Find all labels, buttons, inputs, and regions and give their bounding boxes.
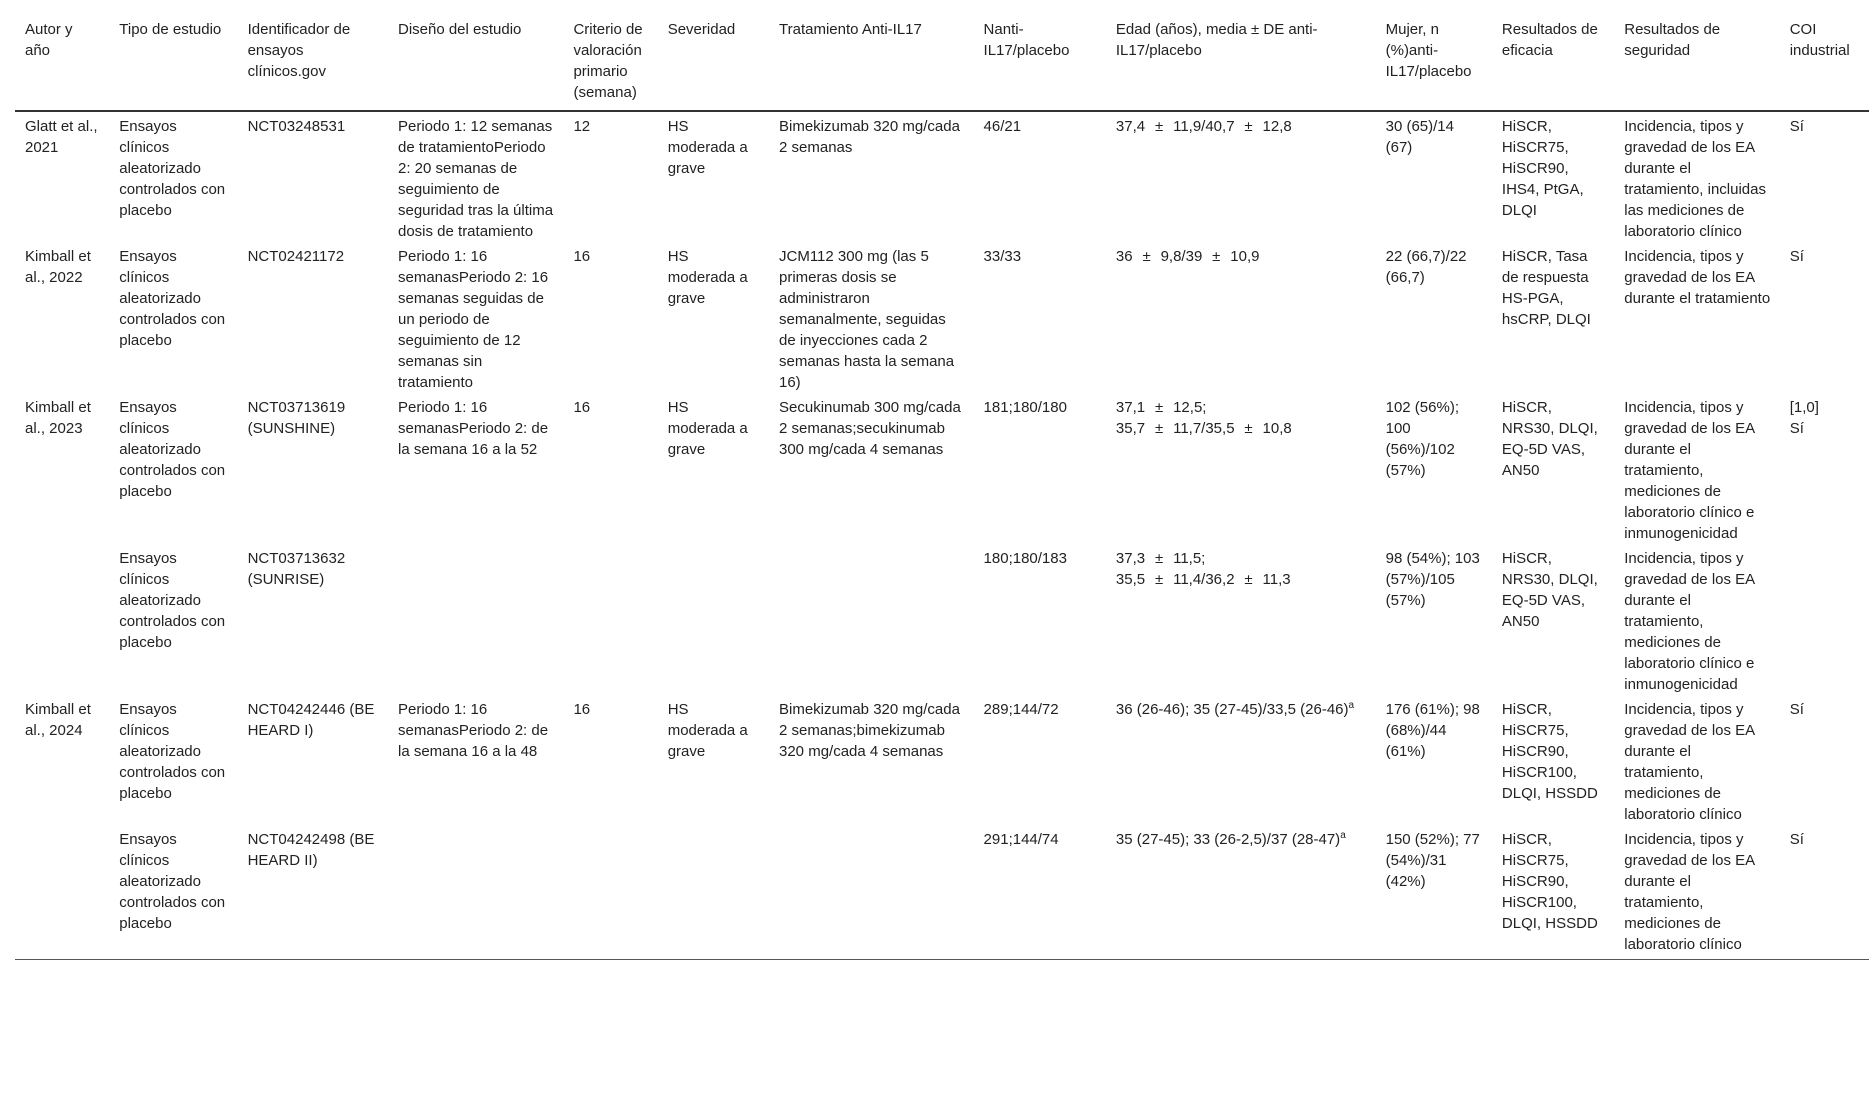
age-value: 11,7/35,5 xyxy=(1173,420,1235,437)
plus-minus-sign: ± xyxy=(1244,420,1253,437)
plus-minus-sign: ± xyxy=(1244,118,1253,135)
cell-safety: Incidencia, tipos y gravedad de los EA durante el tratamiento, mediciones de laboratorio clínico e inmunogenicidad xyxy=(1624,550,1755,693)
cell-n: 181;180/180 xyxy=(983,399,1067,416)
cell-coi: Sí xyxy=(1789,248,1804,265)
table-row xyxy=(15,393,1869,544)
cell-primary-endpoint xyxy=(563,825,657,960)
cell-design: Periodo 1: 16 semanasPeriodo 2: de la semana 16 a la 52 xyxy=(397,399,549,458)
cell-primary-endpoint xyxy=(563,544,657,695)
cell-primary-endpoint: 12 xyxy=(573,118,591,135)
cell-study-type: Ensayos clínicos aleatorizado controlados con placebo xyxy=(119,701,226,802)
cell-design xyxy=(388,544,563,695)
cell-severity: HS moderada a grave xyxy=(667,399,748,458)
cell-treatment: Bimekizumab 320 mg/cada 2 semanas xyxy=(779,118,960,156)
cell-treatment: JCM112 300 mg (las 5 primeras dosis se administraron semanalmente, seguidas de inyecciones cada 2 semanas hasta la semana 16) xyxy=(779,248,955,391)
plus-minus-sign: ± xyxy=(1142,248,1151,265)
cell-design: Periodo 1: 16 semanasPeriodo 2: de la semana 16 a la 48 xyxy=(397,701,549,760)
age-value: 36 xyxy=(1115,248,1133,265)
cell-efficacy: HiSCR, NRS30, DLQI, EQ-5D VAS, AN50 xyxy=(1501,399,1598,479)
cell-n: 46/21 xyxy=(983,118,1022,135)
cell-women: 150 (52%); 77 (54%)/31 (42%) xyxy=(1376,825,1492,960)
header-treatment: Tratamiento Anti-IL17 xyxy=(769,16,974,111)
table-row xyxy=(15,111,1869,242)
header-women: Mujer, n (%)anti-IL17/placebo xyxy=(1376,16,1492,111)
cell-women: 30 (65)/14 (67) xyxy=(1385,118,1454,156)
age-value: 11,5; xyxy=(1173,550,1206,567)
header-trial-id: Identificador de ensayos clínicos.gov xyxy=(238,16,388,111)
cell-author: Kimball et al., 2022 xyxy=(25,248,91,286)
age-value: 9,8/39 xyxy=(1160,248,1203,265)
cell-age xyxy=(1106,111,1376,242)
cell-safety: Incidencia, tipos y gravedad de los EA durante el tratamiento, mediciones de laboratorio clínico xyxy=(1624,701,1755,823)
cell-study-type: Ensayos clínicos aleatorizado controlados con placebo xyxy=(119,248,226,349)
cell-efficacy: HiSCR, HiSCR75, HiSCR90, HiSCR100, DLQI, HSSDD xyxy=(1501,701,1598,802)
cell-severity: HS moderada a grave xyxy=(667,248,748,307)
cell-trial-id: NCT02421172 xyxy=(247,248,345,265)
plus-minus-sign: ± xyxy=(1154,399,1164,416)
cell-safety: Incidencia, tipos y gravedad de los EA durante el tratamiento, mediciones de laboratorio clínico xyxy=(1614,825,1779,960)
cell-efficacy: HiSCR, HiSCR75, HiSCR90, HiSCR100, DLQI, HSSDD xyxy=(1492,825,1614,960)
plus-minus-sign: ± xyxy=(1154,118,1164,135)
header-safety: Resultados de seguridad xyxy=(1614,16,1779,111)
header-author: Autor y año xyxy=(15,16,109,111)
cell-age xyxy=(1106,825,1376,960)
plus-minus-sign: ± xyxy=(1244,571,1253,588)
cell-women: 98 (54%); 103 (57%)/105 (57%) xyxy=(1385,550,1480,609)
cell-study-type: Ensayos clínicos aleatorizado controlados con placebo xyxy=(119,399,226,500)
cell-n: 180;180/183 xyxy=(983,550,1067,567)
cell-design: Periodo 1: 16 semanasPeriodo 2: 16 semanas seguidas de un periodo de seguimiento de 12 semanas sin tratamiento xyxy=(397,248,549,391)
plus-minus-sign: ± xyxy=(1154,571,1164,588)
cell-age xyxy=(1106,695,1376,825)
cell-treatment: Bimekizumab 320 mg/cada 2 semanas;bimekizumab 320 mg/cada 4 semanas xyxy=(779,701,960,760)
cell-safety: Incidencia, tipos y gravedad de los EA durante el tratamiento, mediciones de laboratorio clínico e inmunogenicidad xyxy=(1624,399,1755,542)
cell-efficacy: HiSCR, Tasa de respuesta HS-PGA, hsCRP, DLQI xyxy=(1501,248,1591,328)
cell-treatment xyxy=(769,825,974,960)
cell-primary-endpoint: 16 xyxy=(573,701,591,718)
header-row xyxy=(15,16,1869,111)
age-value: 37,1 xyxy=(1115,399,1146,416)
cell-n: 33/33 xyxy=(983,248,1022,265)
cell-study-type: Ensayos clínicos aleatorizado controlados con placebo xyxy=(109,825,237,960)
cell-n: 289;144/72 xyxy=(983,701,1059,718)
cell-women: 22 (66,7)/22 (66,7) xyxy=(1385,248,1467,286)
table-row xyxy=(15,242,1869,393)
cell-primary-endpoint: 16 xyxy=(573,399,591,416)
cell-trial-id: NCT04242446 (BE HEARD I) xyxy=(247,701,375,739)
header-design: Diseño del estudio xyxy=(388,16,563,111)
cell-women: 176 (61%); 98 (68%)/44 (61%) xyxy=(1385,701,1480,760)
age-value: 35 (27-45); 33 (26-2,5)/37 (28-47) xyxy=(1115,831,1341,848)
cell-severity: HS moderada a grave xyxy=(667,118,748,177)
cell-coi: [1,0] Sí xyxy=(1789,399,1819,437)
cell-efficacy: HiSCR, HiSCR75, HiSCR90, IHS4, PtGA, DLQI xyxy=(1501,118,1584,219)
cell-treatment: Secukinumab 300 mg/cada 2 semanas;secukinumab 300 mg/cada 4 semanas xyxy=(779,399,961,458)
cell-author: Kimball et al., 2024 xyxy=(25,701,91,739)
cell-author: Kimball et al., 2023 xyxy=(25,399,91,437)
plus-minus-sign: ± xyxy=(1154,420,1164,437)
age-value: 10,8 xyxy=(1262,420,1292,437)
cell-trial-id: NCT03713632 (SUNRISE) xyxy=(247,550,346,588)
cell-age xyxy=(1106,242,1376,393)
table-row xyxy=(15,544,1869,695)
header-severity: Severidad xyxy=(658,16,769,111)
cell-severity xyxy=(658,544,769,695)
age-value: 12,8 xyxy=(1262,118,1292,135)
plus-minus-sign: ± xyxy=(1212,248,1221,265)
cell-severity xyxy=(658,825,769,960)
cell-coi: Sí xyxy=(1780,825,1869,960)
cell-design: Periodo 1: 12 semanas de tratamientoPeriodo 2: 20 semanas de seguimiento de seguridad tras la última dosis de tratamiento xyxy=(397,118,554,240)
cell-n: 291;144/74 xyxy=(974,825,1106,960)
cell-coi xyxy=(1780,544,1869,695)
cell-trial-id: NCT04242498 (BE HEARD II) xyxy=(238,825,388,960)
age-value: 12,5; xyxy=(1173,399,1207,416)
footnote-marker: a xyxy=(1340,830,1346,841)
cell-efficacy: HiSCR, NRS30, DLQI, EQ-5D VAS, AN50 xyxy=(1501,550,1598,630)
cell-design xyxy=(388,825,563,960)
header-coi: COI industrial xyxy=(1780,16,1869,111)
cell-study-type: Ensayos clínicos aleatorizado controlados con placebo xyxy=(119,118,226,219)
header-efficacy: Resultados de eficacia xyxy=(1492,16,1614,111)
table-row xyxy=(15,825,1869,960)
header-age: Edad (años), media ± DE anti-IL17/placebo xyxy=(1106,16,1376,111)
cell-severity: HS moderada a grave xyxy=(667,701,748,760)
plus-minus-sign: ± xyxy=(1154,550,1164,567)
cell-coi: Sí xyxy=(1789,701,1804,718)
cell-primary-endpoint: 16 xyxy=(573,248,591,265)
cell-trial-id: NCT03713619 (SUNSHINE) xyxy=(247,399,346,437)
header-n: Nanti-IL17/placebo xyxy=(974,16,1106,111)
age-value: 37,4 xyxy=(1115,118,1146,135)
cell-age xyxy=(1106,544,1376,695)
age-value: 11,3 xyxy=(1262,571,1291,588)
age-value: 11,4/36,2 xyxy=(1173,571,1235,588)
footnote-marker: a xyxy=(1348,700,1355,711)
cell-trial-id: NCT03248531 xyxy=(247,118,346,135)
cell-women: 102 (56%); 100 (56%)/102 (57%) xyxy=(1385,399,1459,479)
table-row xyxy=(15,695,1869,825)
cell-safety: Incidencia, tipos y gravedad de los EA durante el tratamiento, incluidas las mediciones de laboratorio clínico xyxy=(1624,118,1766,240)
cell-study-type: Ensayos clínicos aleatorizado controlados con placebo xyxy=(119,550,226,651)
cell-age xyxy=(1106,393,1376,544)
header-study-type: Tipo de estudio xyxy=(109,16,237,111)
cell-author: Glatt et al., 2021 xyxy=(25,118,98,156)
cell-treatment xyxy=(769,544,974,695)
age-value: 35,7 xyxy=(1115,420,1146,437)
cell-author xyxy=(15,825,109,960)
age-value: 36 (26-46); 35 (27-45)/33,5 (26-46) xyxy=(1115,701,1349,718)
age-value: 11,9/40,7 xyxy=(1173,118,1235,135)
trials-table xyxy=(15,16,1869,960)
cell-author xyxy=(15,544,109,695)
age-value: 37,3 xyxy=(1115,550,1146,567)
age-value: 35,5 xyxy=(1115,571,1146,588)
header-primary-endpoint: Criterio de valoración primario (semana) xyxy=(563,16,657,111)
age-value: 10,9 xyxy=(1230,248,1260,265)
cell-coi: Sí xyxy=(1789,118,1804,135)
cell-safety: Incidencia, tipos y gravedad de los EA durante el tratamiento xyxy=(1624,248,1771,307)
